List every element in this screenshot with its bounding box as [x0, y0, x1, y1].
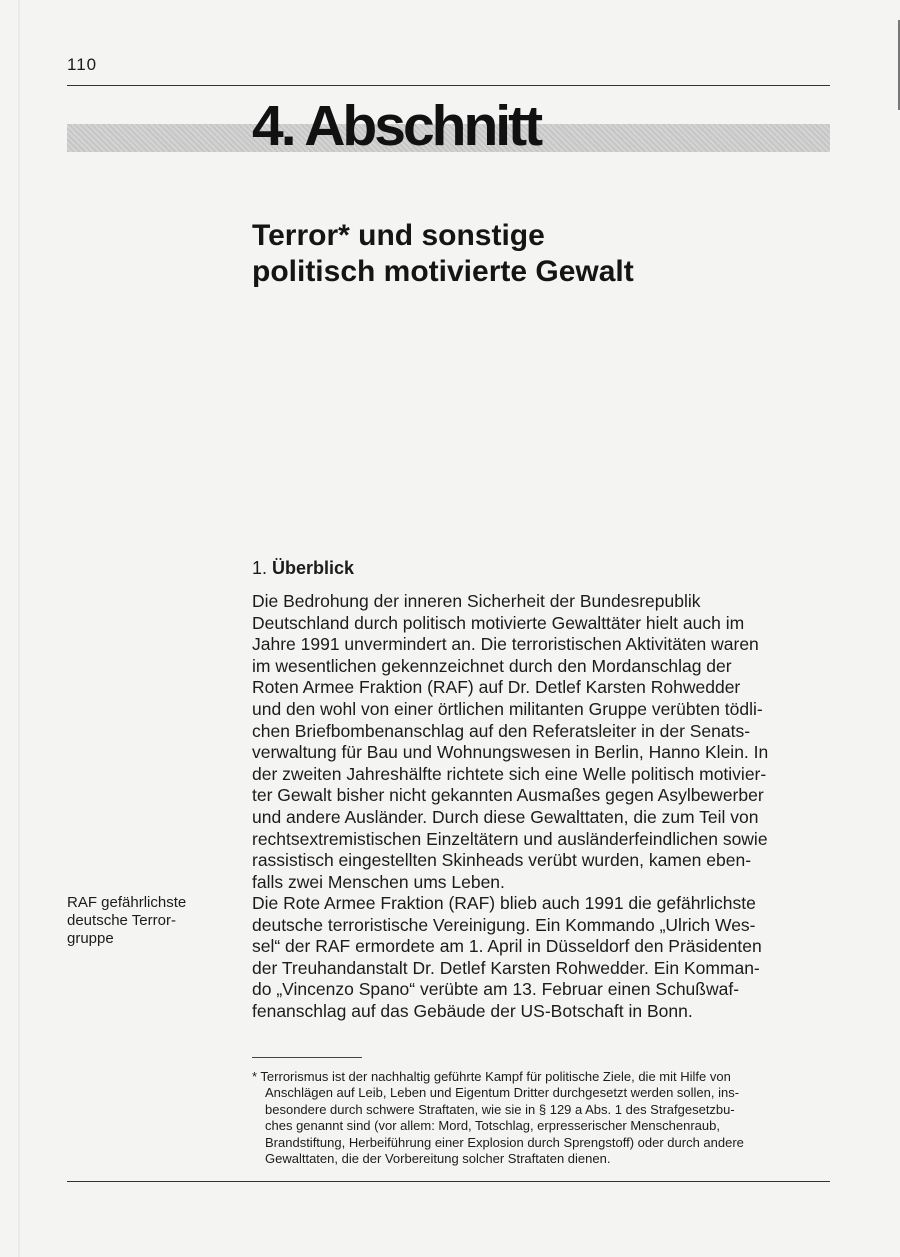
- bottom-divider: [67, 1181, 830, 1182]
- subsection-title: Überblick: [272, 558, 355, 578]
- footnote-line: Gewalttaten, die der Vorbereitung solcher Straftaten dienen.: [265, 1151, 611, 1167]
- text-line: der Treuhandanstalt Dr. Detlef Karsten Rohwedder. Ein Komman-: [252, 957, 760, 978]
- text-line: Die Rote Armee Fraktion (RAF) blieb auch 1991 die gefährlichste: [252, 893, 756, 913]
- footnote-divider: [252, 1057, 362, 1058]
- text-line: rechtsextremistischen Einzeltätern und ausländerfeindlichen sowie: [252, 828, 768, 849]
- footnote: [252, 1069, 832, 1167]
- margin-note-line: RAF gefährlichste: [67, 894, 187, 911]
- text-line: und den wohl von einer örtlichen militanten Gruppe verübten tödli-: [252, 698, 763, 719]
- text-line: und andere Ausländer. Durch diese Gewalttaten, die zum Teil von: [252, 806, 759, 827]
- text-line: rassistisch eingestellten Skinheads verübt wurden, kamen eben-: [252, 850, 752, 871]
- chapter-title-line: Terror* und sonstige: [252, 219, 545, 252]
- footnote-line: Anschlägen auf Leib, Leben und Eigentum Dritter durchgesetzt werden sollen, ins-: [265, 1085, 740, 1101]
- text-line: fenanschlag auf das Gebäude der US-Botschaft in Bonn.: [252, 1000, 693, 1021]
- text-line: der zweiten Jahreshälfte richtete sich eine Welle politisch motivier-: [252, 763, 767, 784]
- top-divider: [67, 85, 830, 86]
- chapter-title: [252, 218, 634, 290]
- paragraph-overview: [252, 591, 832, 893]
- text-line: Roten Armee Fraktion (RAF) auf Dr. Detlef Karsten Rohwedder: [252, 677, 741, 698]
- section-title: 4. Abschnitt: [252, 94, 541, 158]
- margin-note: [67, 894, 186, 948]
- text-line: Die Bedrohung der inneren Sicherheit der Bundesrepublik: [252, 591, 701, 611]
- page-number: 110: [67, 55, 98, 74]
- text-line: Jahre 1991 unvermindert an. Die terroristischen Aktivitäten waren: [252, 634, 759, 655]
- text-line: falls zwei Menschen ums Leben.: [252, 871, 505, 892]
- text-line: Deutschland durch politisch motivierte Gewalttäter hielt auch im: [252, 612, 745, 633]
- text-line: verwaltung für Bau und Wohnungswesen in Berlin, Hanno Klein. In: [252, 742, 769, 763]
- text-line: do „Vincenzo Spano“ verübte am 13. Februar einen Schußwaf-: [252, 979, 740, 1000]
- text-line: ter Gewalt bisher nicht gekannten Ausmaßes gegen Asylbewerber: [252, 785, 764, 806]
- subsection-heading: [252, 556, 354, 580]
- paragraph-raf: [252, 893, 832, 1023]
- chapter-title-line: politisch motivierte Gewalt: [252, 255, 634, 288]
- footnote-line: ches genannt sind (vor allem: Mord, Totschlag, erpresserischer Menschenraub,: [265, 1118, 720, 1134]
- footnote-line: besondere durch schwere Straftaten, wie sie in § 129 a Abs. 1 des Strafgesetzbu-: [265, 1101, 735, 1117]
- footnote-line: * Terrorismus ist der nachhaltig geführte Kampf für politische Ziele, die mit Hilfe von: [252, 1069, 731, 1084]
- text-line: sel“ der RAF ermordete am 1. April in Düsseldorf den Präsidenten: [252, 936, 762, 957]
- text-line: deutsche terroristische Vereinigung. Ein Kommando „Ulrich Wes-: [252, 914, 756, 935]
- scan-edge-shadow: [18, 0, 21, 1257]
- text-line: chen Briefbombenanschlag auf den Referatsleiter in der Senats-: [252, 720, 751, 741]
- margin-note-line: gruppe: [67, 930, 114, 947]
- text-line: im wesentlichen gekennzeichnet durch den Mordanschlag der: [252, 655, 732, 676]
- margin-note-line: deutsche Terror-: [67, 912, 176, 929]
- footnote-line: Brandstiftung, Herbeiführung einer Explosion durch Sprengstoff) oder durch andere: [265, 1134, 744, 1150]
- subsection-number: 1.: [252, 558, 268, 578]
